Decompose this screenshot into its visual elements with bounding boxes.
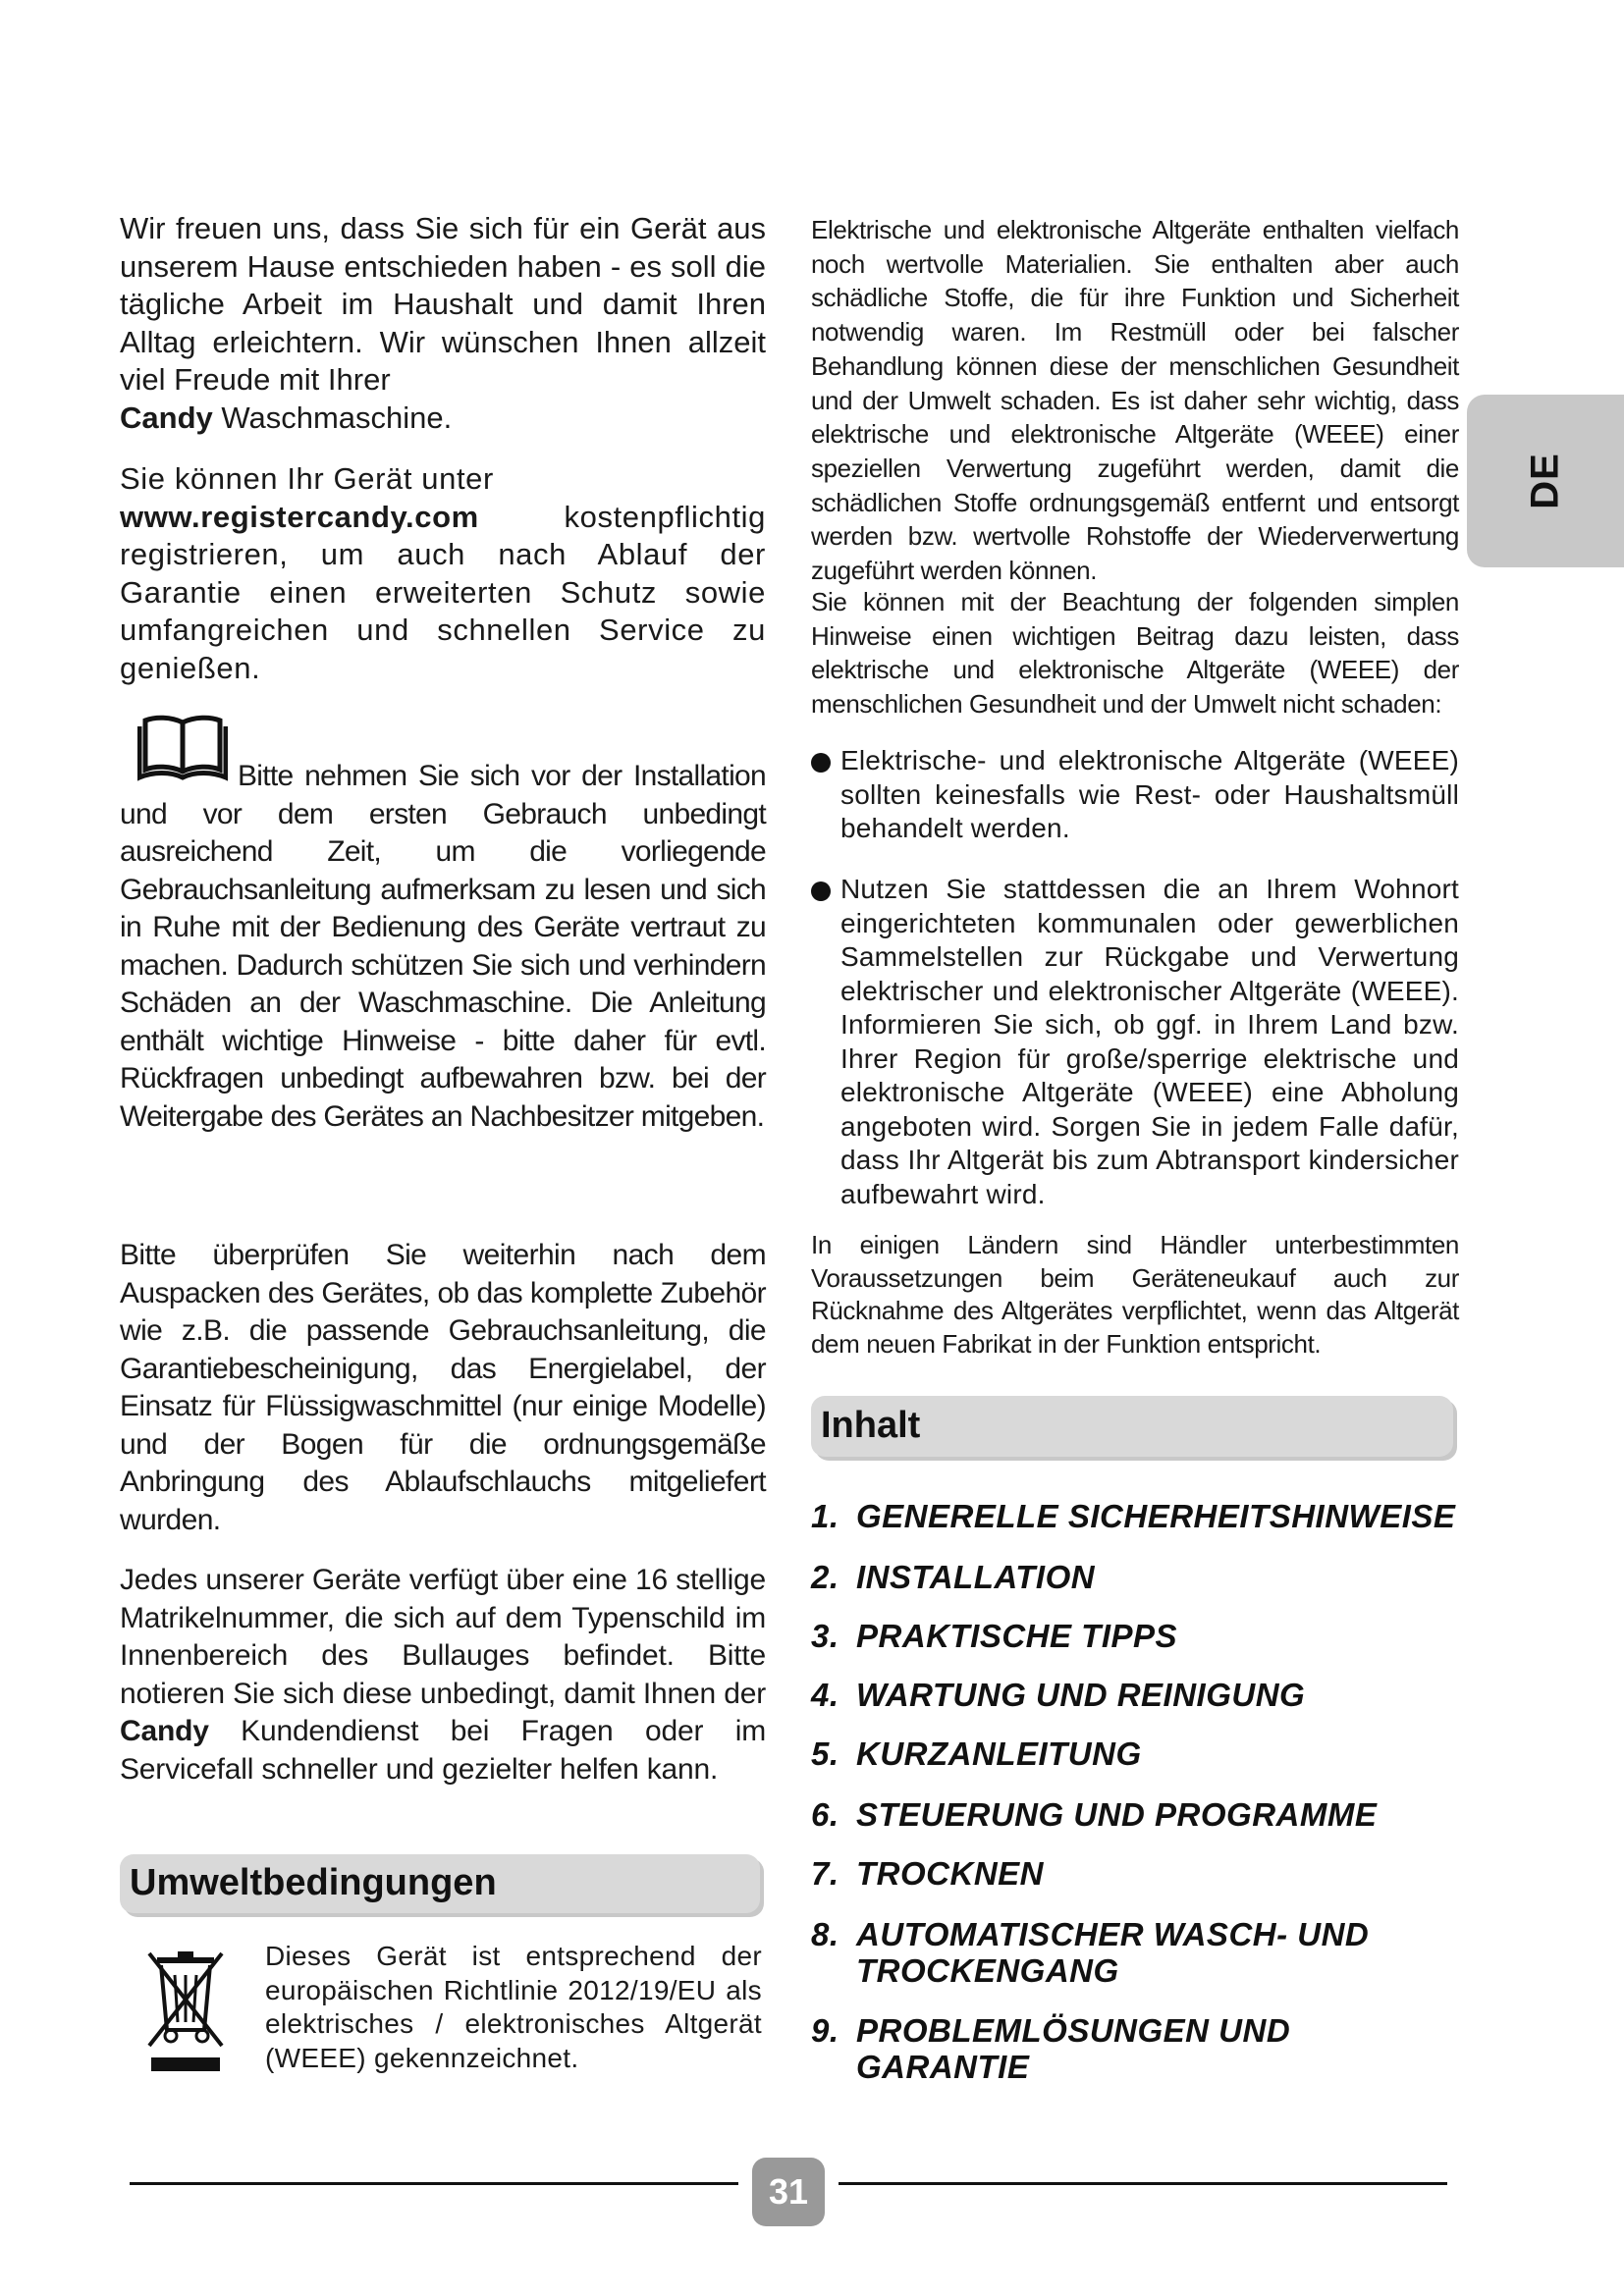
toc-number: 2. <box>811 1559 839 1595</box>
toc-label: INSTALLATION <box>856 1559 1096 1595</box>
toc-number: 6. <box>811 1796 839 1833</box>
footer-rule-left <box>130 2182 738 2185</box>
manual-text: Bitte nehmen Sie sich vor der Installation und vor dem ersten Gebrauch unbedingt ausreichend Zeit, um die vorliegende Gebrauchsanleitung aufmerksam zu lesen und sich in Ruhe mit der Bedienung des Geräte vertraut zu machen. Dadurch schützen Sie sich und verhindern Schäden an der Waschmaschine. Die Anleitung enthält wichtige Hinweise - bitte daher für evtl. Rückfragen unbedingt aufbewahren bzw. bei der Weitergabe des Gerätes an Nachbesitzer mitgeben. <box>120 760 766 1133</box>
toc-label: AUTOMATISCHER WASCH- UND TROCKENGANG <box>856 1916 1370 1989</box>
footer-rule-right <box>839 2182 1447 2185</box>
bullet-dot <box>811 881 831 901</box>
toc-number: 9. <box>811 2012 839 2049</box>
toc-label: PROBLEMLÖSUNGEN UND GARANTIE <box>856 2012 1291 2085</box>
toc-number: 3. <box>811 1618 839 1654</box>
contents-heading-text: Inhalt <box>821 1405 921 1446</box>
language-tab <box>1467 395 1624 567</box>
register-text: Sie können Ihr Gerät unter <box>120 461 494 496</box>
toc-number: 5. <box>811 1735 839 1772</box>
toc-label: TROCKNEN <box>856 1855 1044 1892</box>
serial-text: Jedes unserer Geräte verfügt über eine 16 stellige Matrikelnummer, die sich auf dem Typenschild im Innenbereich des Bullauges befindet. Bitte notieren Sie sich diese unbedingt, damit Ihnen der <box>120 1564 766 1710</box>
accessories-paragraph: Bitte überprüfen Sie weiterhin nach dem Auspacken des Gerätes, ob das komplette Zubehör wie z.B. die passende Gebrauchsanleitung, die Garantiebescheinigung, das Energielabel, der Einsatz für Flüssigwaschmittel (nur einige Modelle) und der Bogen für die ordnungsgemäße Anbringung des Ablaufschlauchs mitgeliefert wurden. <box>120 1239 766 1536</box>
bullet-text: Elektrische- und elektronische Altgeräte (WEEE) sollten keinesfalls wie Rest- oder Haushaltsmüll behandelt werden. <box>840 745 1459 843</box>
weee-label-paragraph: Dieses Gerät ist entsprechend der europäischen Richtlinie 2012/19/EU als elektrisches / elektronisches Altgerät (WEEE) gekennzeichnet. <box>265 1941 762 2073</box>
serial-brand: Candy <box>120 1715 209 1747</box>
intro-paragraph <box>120 210 766 437</box>
weee-info-paragraph: Elektrische und elektronische Altgeräte enthalten vielfach noch wertvolle Materialien. Sie enthalten aber auch schädliche Stoffe, die für ihre Funktion und Sicherheit notwendig waren. Im Restmüll oder bei falscher Behandlung können diese der menschlichen Gesundheit und der Umwelt schaden. Es ist daher sehr wichtig, dass elektrische und elektronische Altgeräte (WEEE) einer speziellen Verwertung zugeführt werden, damit die schädlichen Stoffe ordnungsgemäß entfernt und entsorgt werden bzw. wertvolle Rohstoffe der Wiederverwertung zugeführt werden können. <box>811 215 1459 586</box>
crossed-bin-icon <box>145 1948 226 2075</box>
intro-brand: Candy <box>120 400 213 435</box>
serial-paragraph <box>120 1562 766 1789</box>
toc-label: WARTUNG UND REINIGUNG <box>856 1677 1306 1713</box>
toc-label: STEUERUNG UND PROGRAMME <box>856 1796 1378 1833</box>
weee-help-paragraph: Sie können mit der Beachtung der folgenden simplen Hinweise einen wichtigen Beitrag dazu leisten, dass elektrische und elektronische Altgeräte (WEEE) der menschlichen Gesundheit und der Umwelt nicht schaden: <box>811 587 1459 720</box>
toc-number: 7. <box>811 1855 839 1892</box>
toc-label: KURZANLEITUNG <box>856 1735 1142 1772</box>
environment-heading <box>120 1854 760 1913</box>
intro-text-end: Waschmaschine. <box>212 400 453 435</box>
serial-text-end: Kundendienst bei Fragen oder im Servicefall schneller und gezielter helfen kann. <box>120 1715 766 1786</box>
environment-heading-text: Umweltbedingungen <box>130 1862 497 1903</box>
toc-label: PRAKTISCHE TIPPS <box>856 1618 1178 1654</box>
bullet-text: Nutzen Sie stattdessen die an Ihrem Wohnort eingerichteten kommunalen oder gewerblichen Sammelstellen zur Rückgabe und Verwertung elektrischer und elektronischer Altgeräte (WEEE). Informieren Sie sich, ob ggf. in Ihrem Land bzw. Ihrer Region für große/sperrige elektrische und elektronische Altgeräte (WEEE) eine Abholung angeboten wird. Sorgen Sie in jedem Falle dafür, dass Ihr Altgerät bis zum Abtransport kindersicher aufbewahrt wird. <box>840 874 1459 1209</box>
register-paragraph <box>120 460 766 687</box>
toc-number: 1. <box>811 1498 839 1534</box>
language-tab-label: DE <box>1523 453 1567 509</box>
manual-paragraph <box>120 758 766 1136</box>
bullet-dot <box>811 753 831 773</box>
dealers-paragraph: In einigen Ländern sind Händler unterbestimmten Voraussetzungen beim Geräteneukauf auch zur Rücknahme des Altgerätes verpflichtet, wenn das Altgerät dem neuen Fabrikat in der Funktion entspricht. <box>811 1230 1459 1359</box>
toc-number: 8. <box>811 1916 839 1952</box>
toc-number: 4. <box>811 1677 839 1713</box>
intro-text: Wir freuen uns, dass Sie sich für ein Gerät aus unserem Hause entschieden haben - es soll die tägliche Arbeit im Haushalt und damit Ihren Alltag erleichtern. Wir wünschen Ihnen allzeit viel Freude mit Ihrer <box>120 211 766 397</box>
register-link[interactable]: www.registercandy.com <box>120 499 479 534</box>
contents-heading <box>811 1396 1453 1457</box>
toc-label: GENERELLE SICHERHEITSHINWEISE <box>856 1498 1456 1534</box>
page-number: 31 <box>752 2158 825 2226</box>
register-text-end: kostenpflichtig registrieren, um auch nach Ablauf der Garantie einen erweiterten Schutz sowie umfangreichen und schnellen Service zu genießen. <box>120 499 766 685</box>
